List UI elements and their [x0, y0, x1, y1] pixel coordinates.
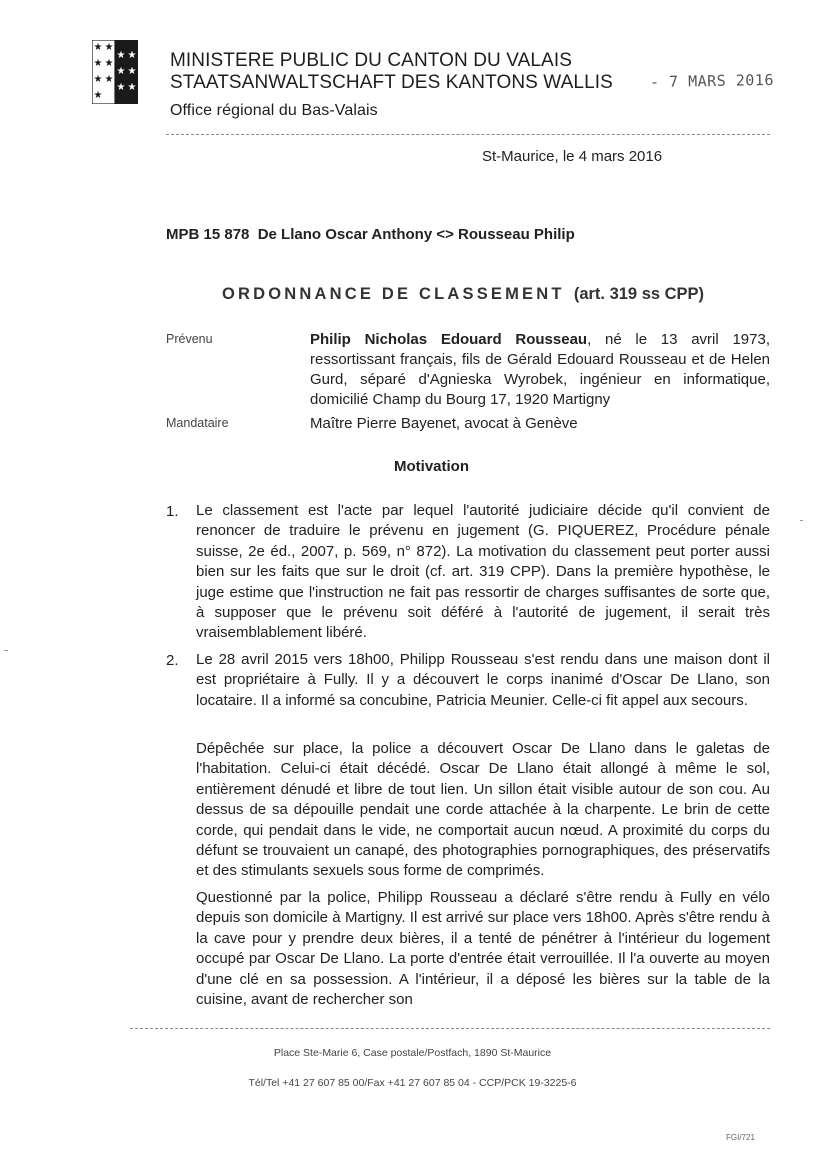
form-reference: FGI/721: [726, 1133, 755, 1142]
svg-text:★: ★: [93, 74, 103, 85]
svg-text:★: ★: [116, 50, 126, 61]
svg-text:★: ★: [104, 74, 114, 85]
regional-office: Office régional du Bas-Valais: [170, 102, 378, 119]
place-date: St-Maurice, le 4 mars 2016: [482, 148, 663, 165]
party-value-accused: [310, 330, 770, 410]
received-date-stamp: - 7 MARS 2016: [649, 70, 775, 92]
document-title-main: ORDONNANCE DE CLASSEMENT: [222, 285, 565, 303]
svg-text:★: ★: [116, 82, 126, 93]
paragraph-text: Le classement est l'acte par lequel l'autorité judiciaire décide qu'il convient de renoncer de traduire le prévenu en jugement (G. PIQUEREZ, Procédure pénale suisse, 2e éd., 2007, p. 569, n° 872). La motivation du classement peut porter aussi bien sur les faits que sur le droit (cf. art. 319 CPP). Dans la première hypothèse, le juge estime que l'instruction ne fait pas ressortir de charges suffisantes de sorte que, à supposer que le prévenu soit déféré à l'autorité de jugement, il serait très vraisemblablement libéré.: [196, 502, 770, 642]
section-heading: [0, 458, 825, 475]
party-value-counsel: Maître Pierre Bayenet, avocat à Genève: [310, 415, 578, 432]
svg-text:★: ★: [127, 50, 137, 61]
svg-text:★: ★: [104, 42, 114, 53]
paragraph-text: Dépêchée sur place, la police a découvert Oscar De Llano dans le galetas de l'habitation. Celui-ci était décédé. Oscar De Llano était allongé à même le sol, entièrement dénudé et libre de tout lien. Un sillon était visible autour de son cou. Au dessus de sa dépouille pendait une corde attachée à la charpente. Le brin de cette corde, qui pendait dans le vide, ne comportait aucun nœud. A proximité du corps du défunt se trouvaient un canapé, des photographies pornographiques, des préservatifs et des stimulants sexuels sous forme de comprimés.: [196, 740, 770, 880]
document-title-legal-ref: (art. 319 ss CPP): [573, 285, 705, 303]
paragraph-number: 1.: [166, 503, 179, 520]
case-reference: MPB 15 878 De Llano Oscar Anthony <> Rousseau Philip: [166, 226, 575, 243]
footer-contact: Tél/Tel +41 27 607 85 00/Fax +41 27 607 85 04 - CCP/PCK 19-3225-6: [248, 1077, 577, 1089]
institution-name-fr: MINISTERE PUBLIC DU CANTON DU VALAIS: [170, 50, 572, 71]
party-label-accused: Prévenu: [166, 332, 213, 346]
svg-text:★: ★: [104, 58, 114, 69]
footer-divider: [130, 1028, 770, 1029]
svg-text:★: ★: [116, 66, 126, 77]
party-label-counsel: Mandataire: [166, 416, 229, 430]
svg-text:★: ★: [93, 90, 103, 101]
accused-details: , né le 13 avril 1973, ressortissant français, fils de Gérald Edouard Rousseau et de Helen Gurd, séparé d'Agnieska Wyrobek, ingénieur en informatique, domicilié Champ du Bourg 17, 1920 Martigny: [310, 331, 770, 408]
paragraph-text: Le 28 avril 2015 vers 18h00, Philipp Rousseau s'est rendu dans une maison dont il est propriétaire à Fully. Il y a découvert le corps inanimé d'Oscar De Llano, son locataire. Il a informé sa concubine, Patricia Meunier. Celle-ci fit appel aux secours.: [196, 651, 770, 709]
scan-mark: [4, 650, 8, 651]
paragraph-number: 2.: [166, 652, 179, 669]
scan-mark: [800, 520, 803, 521]
footer-address: Place Ste-Marie 6, Case postale/Postfach, 1890 St-Maurice: [273, 1047, 552, 1059]
section-heading-text: Motivation: [394, 458, 469, 475]
institution-name-de: STAATSANWALTSCHAFT DES KANTONS WALLIS: [170, 72, 613, 93]
svg-text:★: ★: [93, 42, 103, 53]
valais-coat-of-arms-logo: [92, 40, 138, 104]
accused-name: Philip Nicholas Edouard Rousseau: [310, 331, 588, 348]
paragraph-text: Questionné par la police, Philipp Rousseau a déclaré s'être rendu à Fully en vélo depuis son domicile à Martigny. Il est arrivé sur place vers 18h00. Après s'être rendu à la cave pour y prendre deux bières, il a tenté de pénétrer à l'intérieur du logement occupé par Oscar De Llano. La porte d'entrée était verrouillée. Il l'a ouverte au moyen d'une clé en sa possession. A l'intérieur, il a déposé les bières sur la table de la cuisine, avant de rechercher son: [196, 889, 770, 1009]
svg-text:★: ★: [93, 58, 103, 69]
header-divider: [166, 134, 770, 135]
svg-text:★: ★: [127, 66, 137, 77]
document-title: [222, 285, 704, 304]
svg-text:★: ★: [127, 82, 137, 93]
